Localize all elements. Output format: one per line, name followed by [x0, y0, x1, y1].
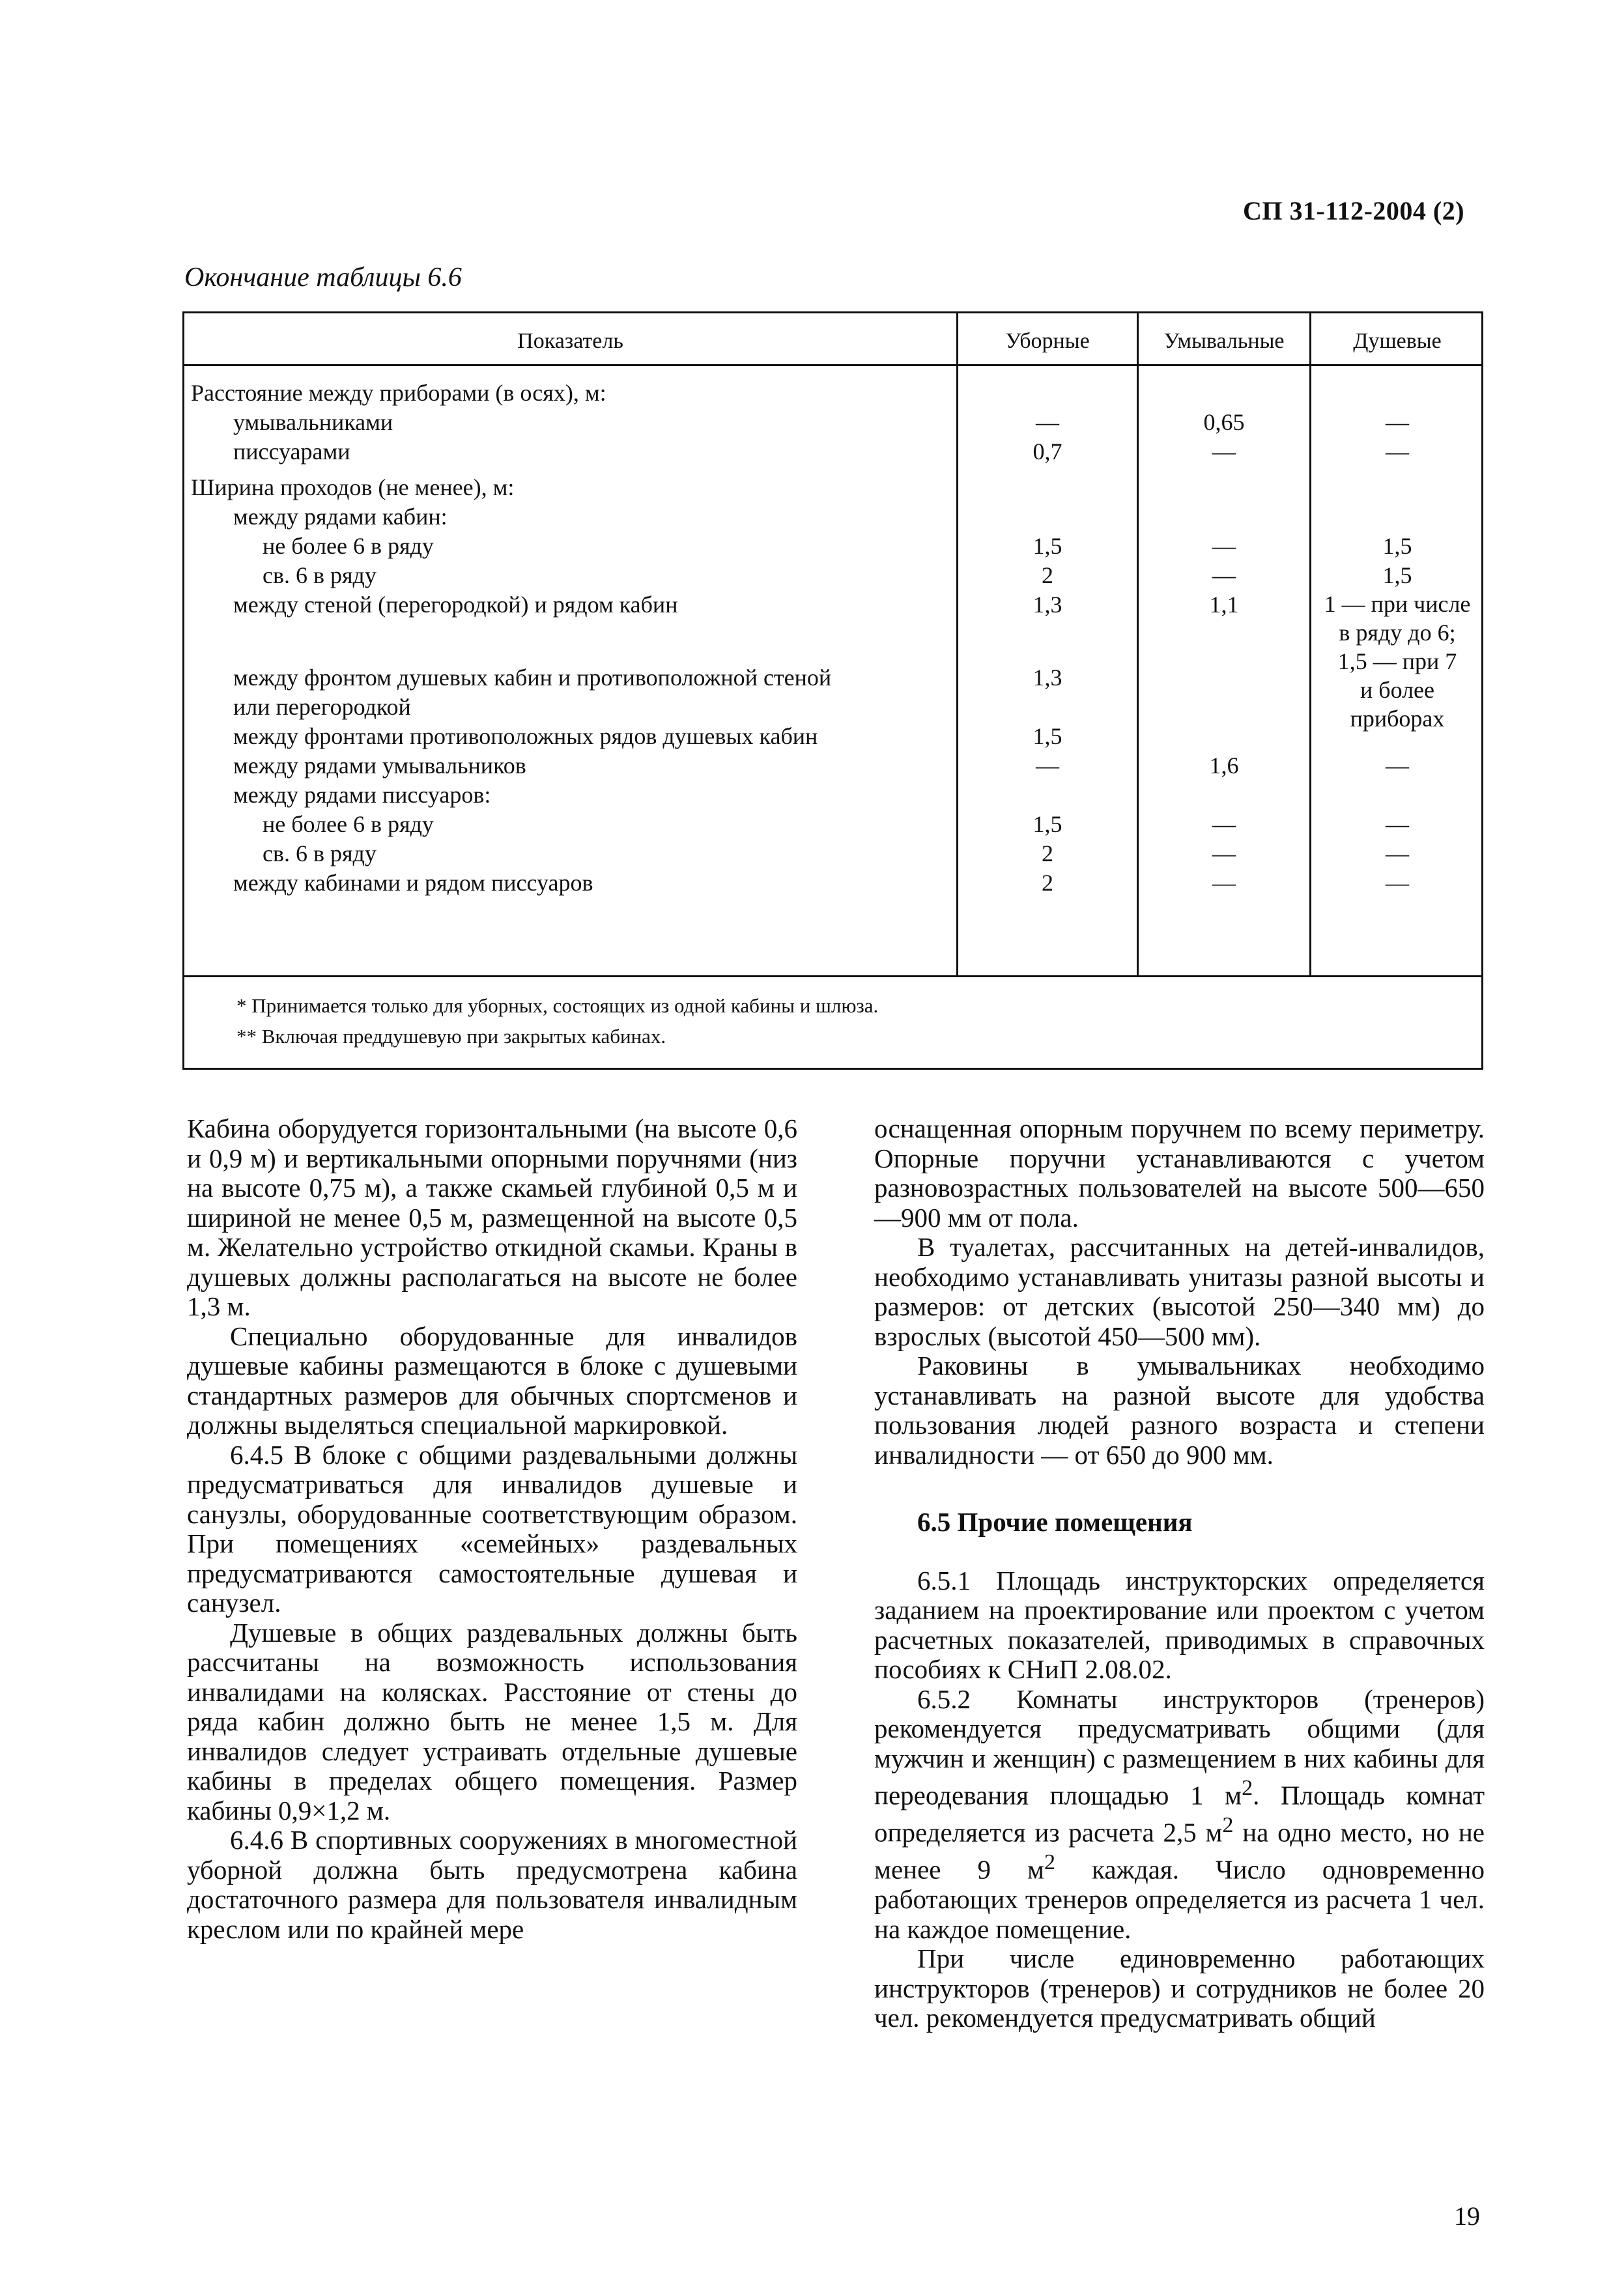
table-cell: 1,3	[1033, 665, 1062, 691]
column-header-showers: Душевые	[1353, 329, 1442, 353]
table-caption: Окончание таблицы 6.6	[184, 263, 462, 293]
data-table	[182, 311, 1483, 1070]
table-cell: 1,5	[1033, 723, 1062, 749]
document-code: СП 31-112-2004 (2)	[1243, 196, 1465, 225]
text-run: 6.5.2 Комнаты инструкторов (тренеров) рекомендуется предусматривать общими (для мужчин и женщин) с размещением в них кабины для переодевания площадью 1 м	[874, 1683, 1485, 1811]
paragraph: В туалетах, рассчитанных на детей-инвалидов, необходимо устанавливать унитазы разной высоты и размеров: от детских (высотой 250—340 мм) до взрослых (высотой 450—500 мм).	[874, 1232, 1485, 1351]
paragraph: 6.4.6 В спортивных сооружениях в многоместной уборной должна быть предусмотрена кабина достаточного размера для пользователя инвалидным креслом или по крайней мере	[187, 1825, 797, 1944]
table-cell: 2	[1042, 562, 1053, 588]
table-cell: 1,6	[1209, 752, 1239, 779]
shower-note-cell	[1311, 590, 1483, 733]
table-cell: 1,5	[1382, 562, 1412, 588]
column-header-toilets: Уборные	[1005, 329, 1090, 353]
table-cell: —	[1386, 811, 1409, 837]
row-label: Ширина проходов (не менее), м:	[191, 474, 515, 500]
table-cell: 1,5	[1382, 533, 1412, 559]
row-label: между стеной (перегородкой) и рядом кабин	[233, 592, 678, 618]
left-column	[187, 1114, 797, 1944]
row-label: между рядами писсуаров:	[233, 782, 491, 808]
row-label: между рядами кабин:	[233, 504, 448, 530]
page-number: 19	[1454, 2201, 1480, 2231]
column-header-washrooms: Умывальные	[1163, 329, 1285, 353]
table-cell: —	[1212, 438, 1236, 465]
shower-note-line: 1,5 — при 7	[1337, 648, 1457, 674]
table-cell: —	[1212, 811, 1236, 837]
paragraph: 6.5.1 Площадь инструкторских определяется заданием на проектирование или проектом с учетом расчетных показателей, приводимых в справочных пособиях к СНиП 2.08.02.	[874, 1565, 1485, 1684]
shower-note-line: 1 — при числе	[1324, 591, 1471, 617]
paragraph: Душевые в общих раздевальных должны быть рассчитаны на возможность использования инвалидами на колясках. Расстояние от стены до ряда кабин должно быть не менее 1,5 м. Для инвалидов следует устраивать отдельные душевые кабины в пределах общего помещения. Размер кабины 0,9×1,2 м.	[187, 1617, 797, 1825]
header-divider	[184, 364, 1481, 366]
paragraph: Раковины в умывальниках необходимо устанавливать на разной высоте для удобства пользования людей разного возраста и степени инвалидности — от 650 до 900 мм.	[874, 1351, 1485, 1470]
shower-note-line: в ряду до 6;	[1339, 620, 1456, 646]
paragraph: Специально оборудованные для инвалидов душевые кабины размещаются в блоке с душевыми стандартных размеров для обычных спортсменов и должны выделяться специальной маркировкой.	[187, 1321, 797, 1440]
table-cell: —	[1212, 870, 1236, 896]
table-cell: 2	[1042, 870, 1053, 896]
table-cell: —	[1386, 870, 1409, 896]
table-cell: —	[1036, 409, 1059, 435]
text-run: каждая. Число одновременно работающих тренеров определяется из расчета 1 чел. на каждое помещение.	[874, 1854, 1485, 1944]
table-cell: —	[1212, 840, 1236, 866]
row-label: не более 6 в ряду	[263, 811, 434, 837]
superscript: 2	[1242, 1776, 1253, 1800]
table-cell: 1,5	[1033, 811, 1062, 837]
superscript: 2	[1222, 1813, 1234, 1838]
shower-note-line: и более	[1360, 677, 1435, 703]
table-cell: —	[1212, 533, 1236, 559]
shower-note-line: приборах	[1350, 706, 1445, 732]
row-label: между фронтом душевых кабин и противоположной стеной	[233, 665, 832, 691]
superscript: 2	[1044, 1850, 1056, 1875]
row-label: св. 6 в ряду	[263, 562, 377, 588]
paragraph: 6.4.5 В блоке с общими раздевальными должны предусматриваться для инвалидов душевые и санузлы, оборудованные соответствующим образом. При помещениях «семейных» раздевальных предусматриваются самостоятельные душевая и санузел.	[187, 1439, 797, 1618]
row-label: не более 6 в ряду	[263, 533, 434, 559]
footnote-divider	[184, 975, 1481, 977]
row-label: писсуарами	[233, 438, 350, 465]
table-cell: —	[1386, 409, 1409, 435]
section-heading: 6.5 Прочие помещения	[917, 1507, 1193, 1537]
row-label: Расстояние между приборами (в осях), м:	[191, 380, 606, 406]
table-cell: 0,7	[1033, 438, 1062, 465]
text-run: . Площадь комнат определяется из расчета 2,5 м	[874, 1780, 1485, 1848]
row-label: св. 6 в ряду	[263, 840, 377, 866]
table-cell: —	[1386, 752, 1409, 779]
table-cell: 2	[1042, 840, 1053, 866]
right-column	[874, 1114, 1485, 2033]
row-label: между фронтами противоположных рядов душевых кабин	[233, 723, 818, 749]
row-label: между рядами умывальников	[233, 752, 526, 779]
table-cell: —	[1386, 438, 1409, 465]
table-footnote: * Принимается только для уборных, состоящих из одной кабины и шлюза.	[236, 994, 879, 1017]
row-label: умывальниками	[233, 409, 393, 435]
text-run: на одно место, но не менее 9 м	[874, 1817, 1485, 1885]
table-cell: 1,3	[1033, 592, 1062, 618]
table-cell: 0,65	[1203, 409, 1245, 435]
row-label: или перегородкой	[233, 694, 411, 720]
paragraph	[874, 1685, 1485, 1945]
paragraph: оснащенная опорным поручнем по всему периметру. Опорные поручни устанавливаются с учетом разновозрастных пользователей на высоте 500—650—900 мм от пола.	[874, 1113, 1485, 1233]
table-cell: —	[1036, 752, 1059, 779]
table-cell: —	[1212, 562, 1236, 588]
table-cell: 1,1	[1209, 592, 1239, 618]
row-label: между кабинами и рядом писсуаров	[233, 870, 593, 896]
table-cell: —	[1386, 840, 1409, 866]
paragraph: При числе единовременно работающих инструкторов (тренеров) и сотрудников не более 20 чел. рекомендуется предусматривать общий	[874, 1943, 1485, 2033]
paragraph: Кабина оборудуется горизонтальными (на высоте 0,6 и 0,9 м) и вертикальными опорными поручнями (низ на высоте 0,75 м), а также скамьей глубиной 0,5 м и шириной не менее 0,5 м, размещенной на высоте 0,5 м. Желательно устройство откидной скамьи. Краны в душевых должны располагаться на высоте не более 1,3 м.	[187, 1113, 797, 1321]
table-footnote: ** Включая преддушевую при закрытых кабинах.	[236, 1025, 666, 1048]
table-cell: 1,5	[1033, 533, 1062, 559]
column-header-indicator: Показатель	[517, 329, 623, 353]
